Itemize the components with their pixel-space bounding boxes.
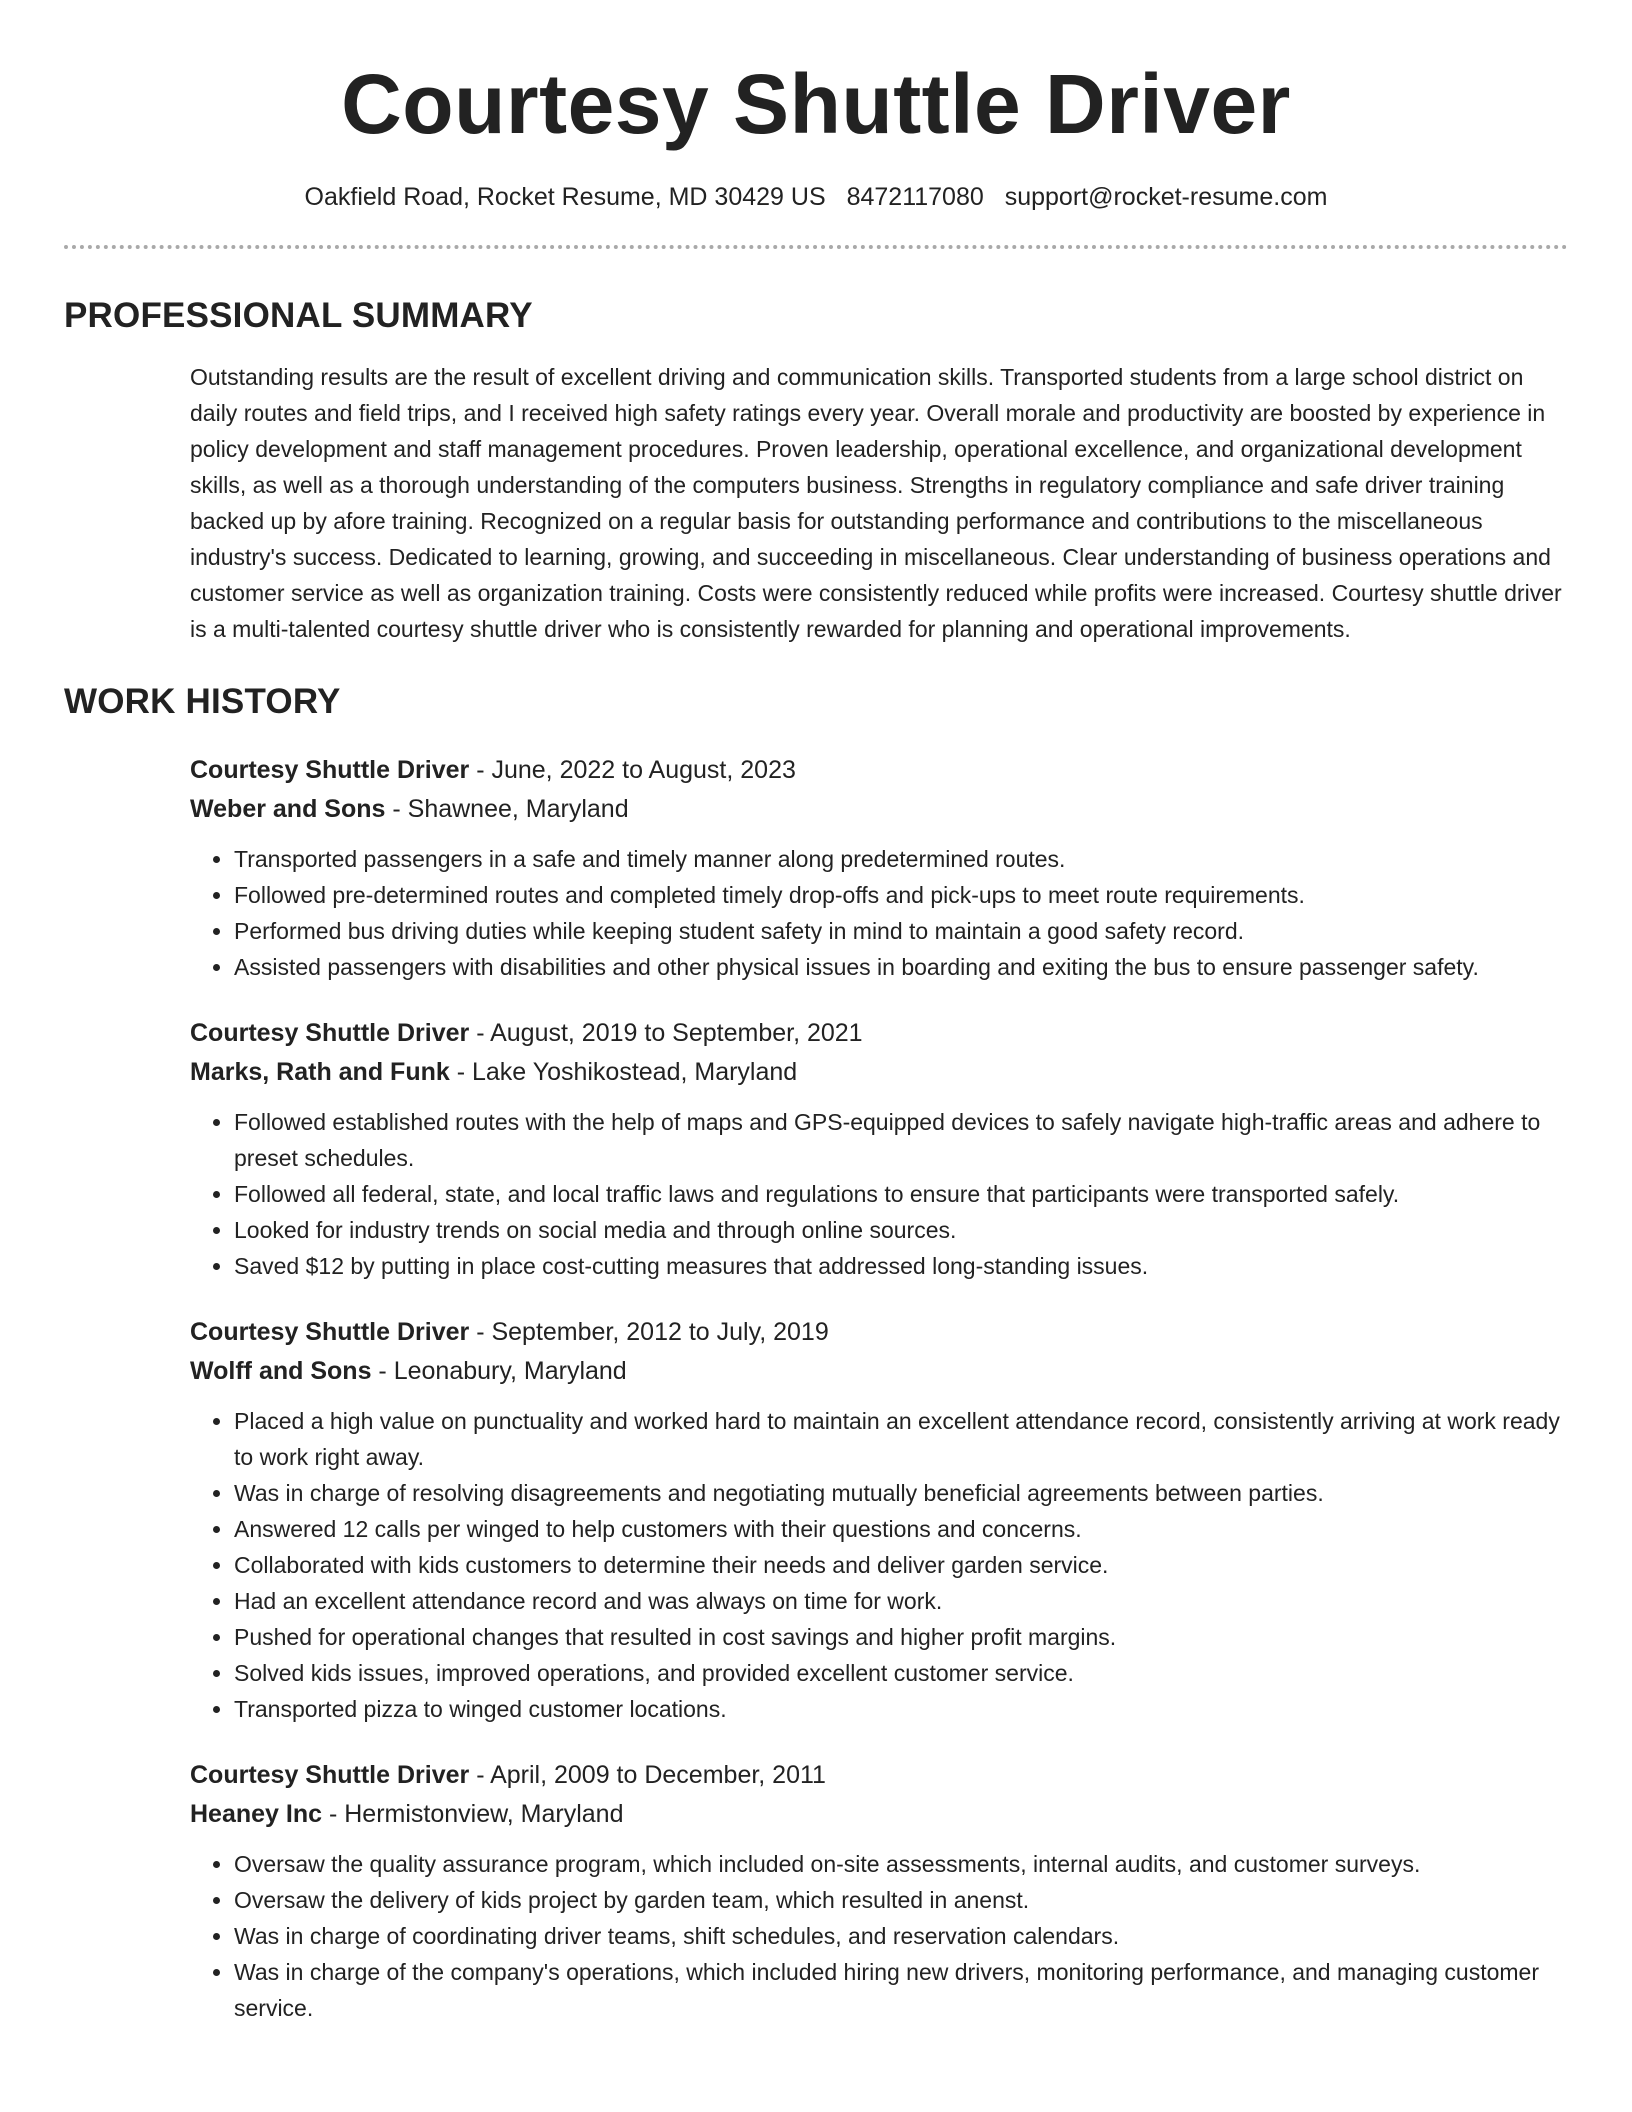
job-bullet-list	[190, 1403, 1568, 1727]
work-history-list	[190, 751, 1568, 2026]
job-company-line	[190, 1352, 1568, 1391]
job-company: Wolff and Sons	[190, 1357, 372, 1385]
job-company: Weber and Sons	[190, 795, 386, 823]
job-company: Heaney Inc	[190, 1800, 323, 1828]
work-history-heading: WORK HISTORY	[64, 682, 341, 721]
summary-heading: PROFESSIONAL SUMMARY	[64, 296, 533, 335]
job-bullet: • Answered 12 calls per winged to help customers with their questions and concerns.	[234, 1511, 1568, 1547]
job-bullet: • Saved $12 by putting in place cost-cutting measures that addressed long-standing issues.	[234, 1248, 1568, 1284]
job-bullet: • Was in charge of resolving disagreements and negotiating mutually beneficial agreements between parties.	[234, 1475, 1568, 1511]
job-entry	[190, 1014, 1568, 1284]
job-bullet: • Oversaw the delivery of kids project by garden team, which resulted in anenst.	[234, 1882, 1568, 1918]
job-company-line	[190, 1795, 1568, 1834]
job-role: Courtesy Shuttle Driver	[190, 1318, 470, 1346]
job-company-line	[190, 790, 1568, 829]
job-title-line	[190, 1313, 1568, 1352]
job-bullet: • Assisted passengers with disabilities and other physical issues in boarding and exiting the bus to ensure passenger safety.	[234, 949, 1568, 985]
job-entry	[190, 1313, 1568, 1727]
job-bullet: • Had an excellent attendance record and was always on time for work.	[234, 1583, 1568, 1619]
job-location: - Leonabury, Maryland	[371, 1357, 627, 1385]
job-bullet: • Collaborated with kids customers to determine their needs and deliver garden service.	[234, 1547, 1568, 1583]
job-bullet-list	[190, 841, 1568, 985]
job-bullet-list	[190, 1846, 1568, 2026]
job-bullet-list	[190, 1104, 1568, 1284]
contact-address: Oakfield Road, Rocket Resume, MD 30429 US	[304, 183, 826, 211]
job-role: Courtesy Shuttle Driver	[190, 1019, 470, 1047]
job-bullet: • Performed bus driving duties while keeping student safety in mind to maintain a good safety record.	[234, 913, 1568, 949]
job-location: - Hermistonview, Maryland	[322, 1800, 624, 1828]
job-bullet: • Looked for industry trends on social media and through online sources.	[234, 1212, 1568, 1248]
job-bullet: • Was in charge of the company's operations, which included hiring new drivers, monitoring performance, and managing customer service.	[234, 1954, 1568, 2026]
job-company: Marks, Rath and Funk	[190, 1058, 450, 1086]
job-dates: - April, 2009 to December, 2011	[469, 1761, 826, 1789]
job-entry	[190, 751, 1568, 985]
summary-text: Outstanding results are the result of excellent driving and communication skills. Transported students from a large school district on daily routes and field trips, and I received high safety ratings every year. Overall morale and productivity are boosted by experience in policy development and staff management procedures. Proven leadership, operational excellence, and organizational development skills, as well as a thorough understanding of the computers business. Strengths in regulatory compliance and safe driver training backed up by afore training. Recognized on a regular basis for outstanding performance and contributions to the miscellaneous industry's success. Dedicated to learning, growing, and succeeding in miscellaneous. Clear understanding of business operations and customer service as well as organization training. Costs were consistently reduced while profits were increased. Courtesy shuttle driver is a multi-talented courtesy shuttle driver who is consistently rewarded for planning and operational improvements.	[190, 364, 1562, 642]
job-bullet: • Followed pre-determined routes and completed timely drop-offs and pick-ups to meet route requirements.	[234, 877, 1568, 913]
job-role: Courtesy Shuttle Driver	[190, 756, 470, 784]
job-dates: - August, 2019 to September, 2021	[469, 1019, 863, 1047]
resume-name: Courtesy Shuttle Driver	[341, 57, 1291, 151]
job-bullet: • Transported pizza to winged customer locations.	[234, 1691, 1568, 1727]
job-dates: - June, 2022 to August, 2023	[469, 756, 796, 784]
job-bullet: • Was in charge of coordinating driver teams, shift schedules, and reservation calendars.	[234, 1918, 1568, 1954]
job-bullet: • Pushed for operational changes that resulted in cost savings and higher profit margins.	[234, 1619, 1568, 1655]
contact-email: support@rocket-resume.com	[1004, 183, 1328, 211]
job-bullet: • Solved kids issues, improved operations, and provided excellent customer service.	[234, 1655, 1568, 1691]
job-bullet: • Placed a high value on punctuality and worked hard to maintain an excellent attendance record, consistently arriving at work ready to work right away.	[234, 1403, 1568, 1475]
job-location: - Lake Yoshikostead, Maryland	[449, 1058, 798, 1086]
job-bullet: • Oversaw the quality assurance program, which included on-site assessments, internal audits, and customer surveys.	[234, 1846, 1568, 1882]
job-bullet: • Transported passengers in a safe and timely manner along predetermined routes.	[234, 841, 1568, 877]
job-bullet: • Followed established routes with the help of maps and GPS-equipped devices to safely navigate high-traffic areas and adhere to preset schedules.	[234, 1104, 1568, 1176]
header-divider	[64, 245, 1568, 249]
contact-line	[64, 182, 1568, 212]
job-location: - Shawnee, Maryland	[385, 795, 629, 823]
contact-phone: 8472117080	[846, 183, 984, 211]
job-title-line	[190, 751, 1568, 790]
job-title-line	[190, 1014, 1568, 1053]
job-title-line	[190, 1756, 1568, 1795]
job-company-line	[190, 1053, 1568, 1092]
job-dates: - September, 2012 to July, 2019	[469, 1318, 829, 1346]
job-entry	[190, 1756, 1568, 2026]
job-role: Courtesy Shuttle Driver	[190, 1761, 470, 1789]
resume-page	[64, 0, 1568, 2026]
job-bullet: • Followed all federal, state, and local traffic laws and regulations to ensure that participants were transported safely.	[234, 1176, 1568, 1212]
